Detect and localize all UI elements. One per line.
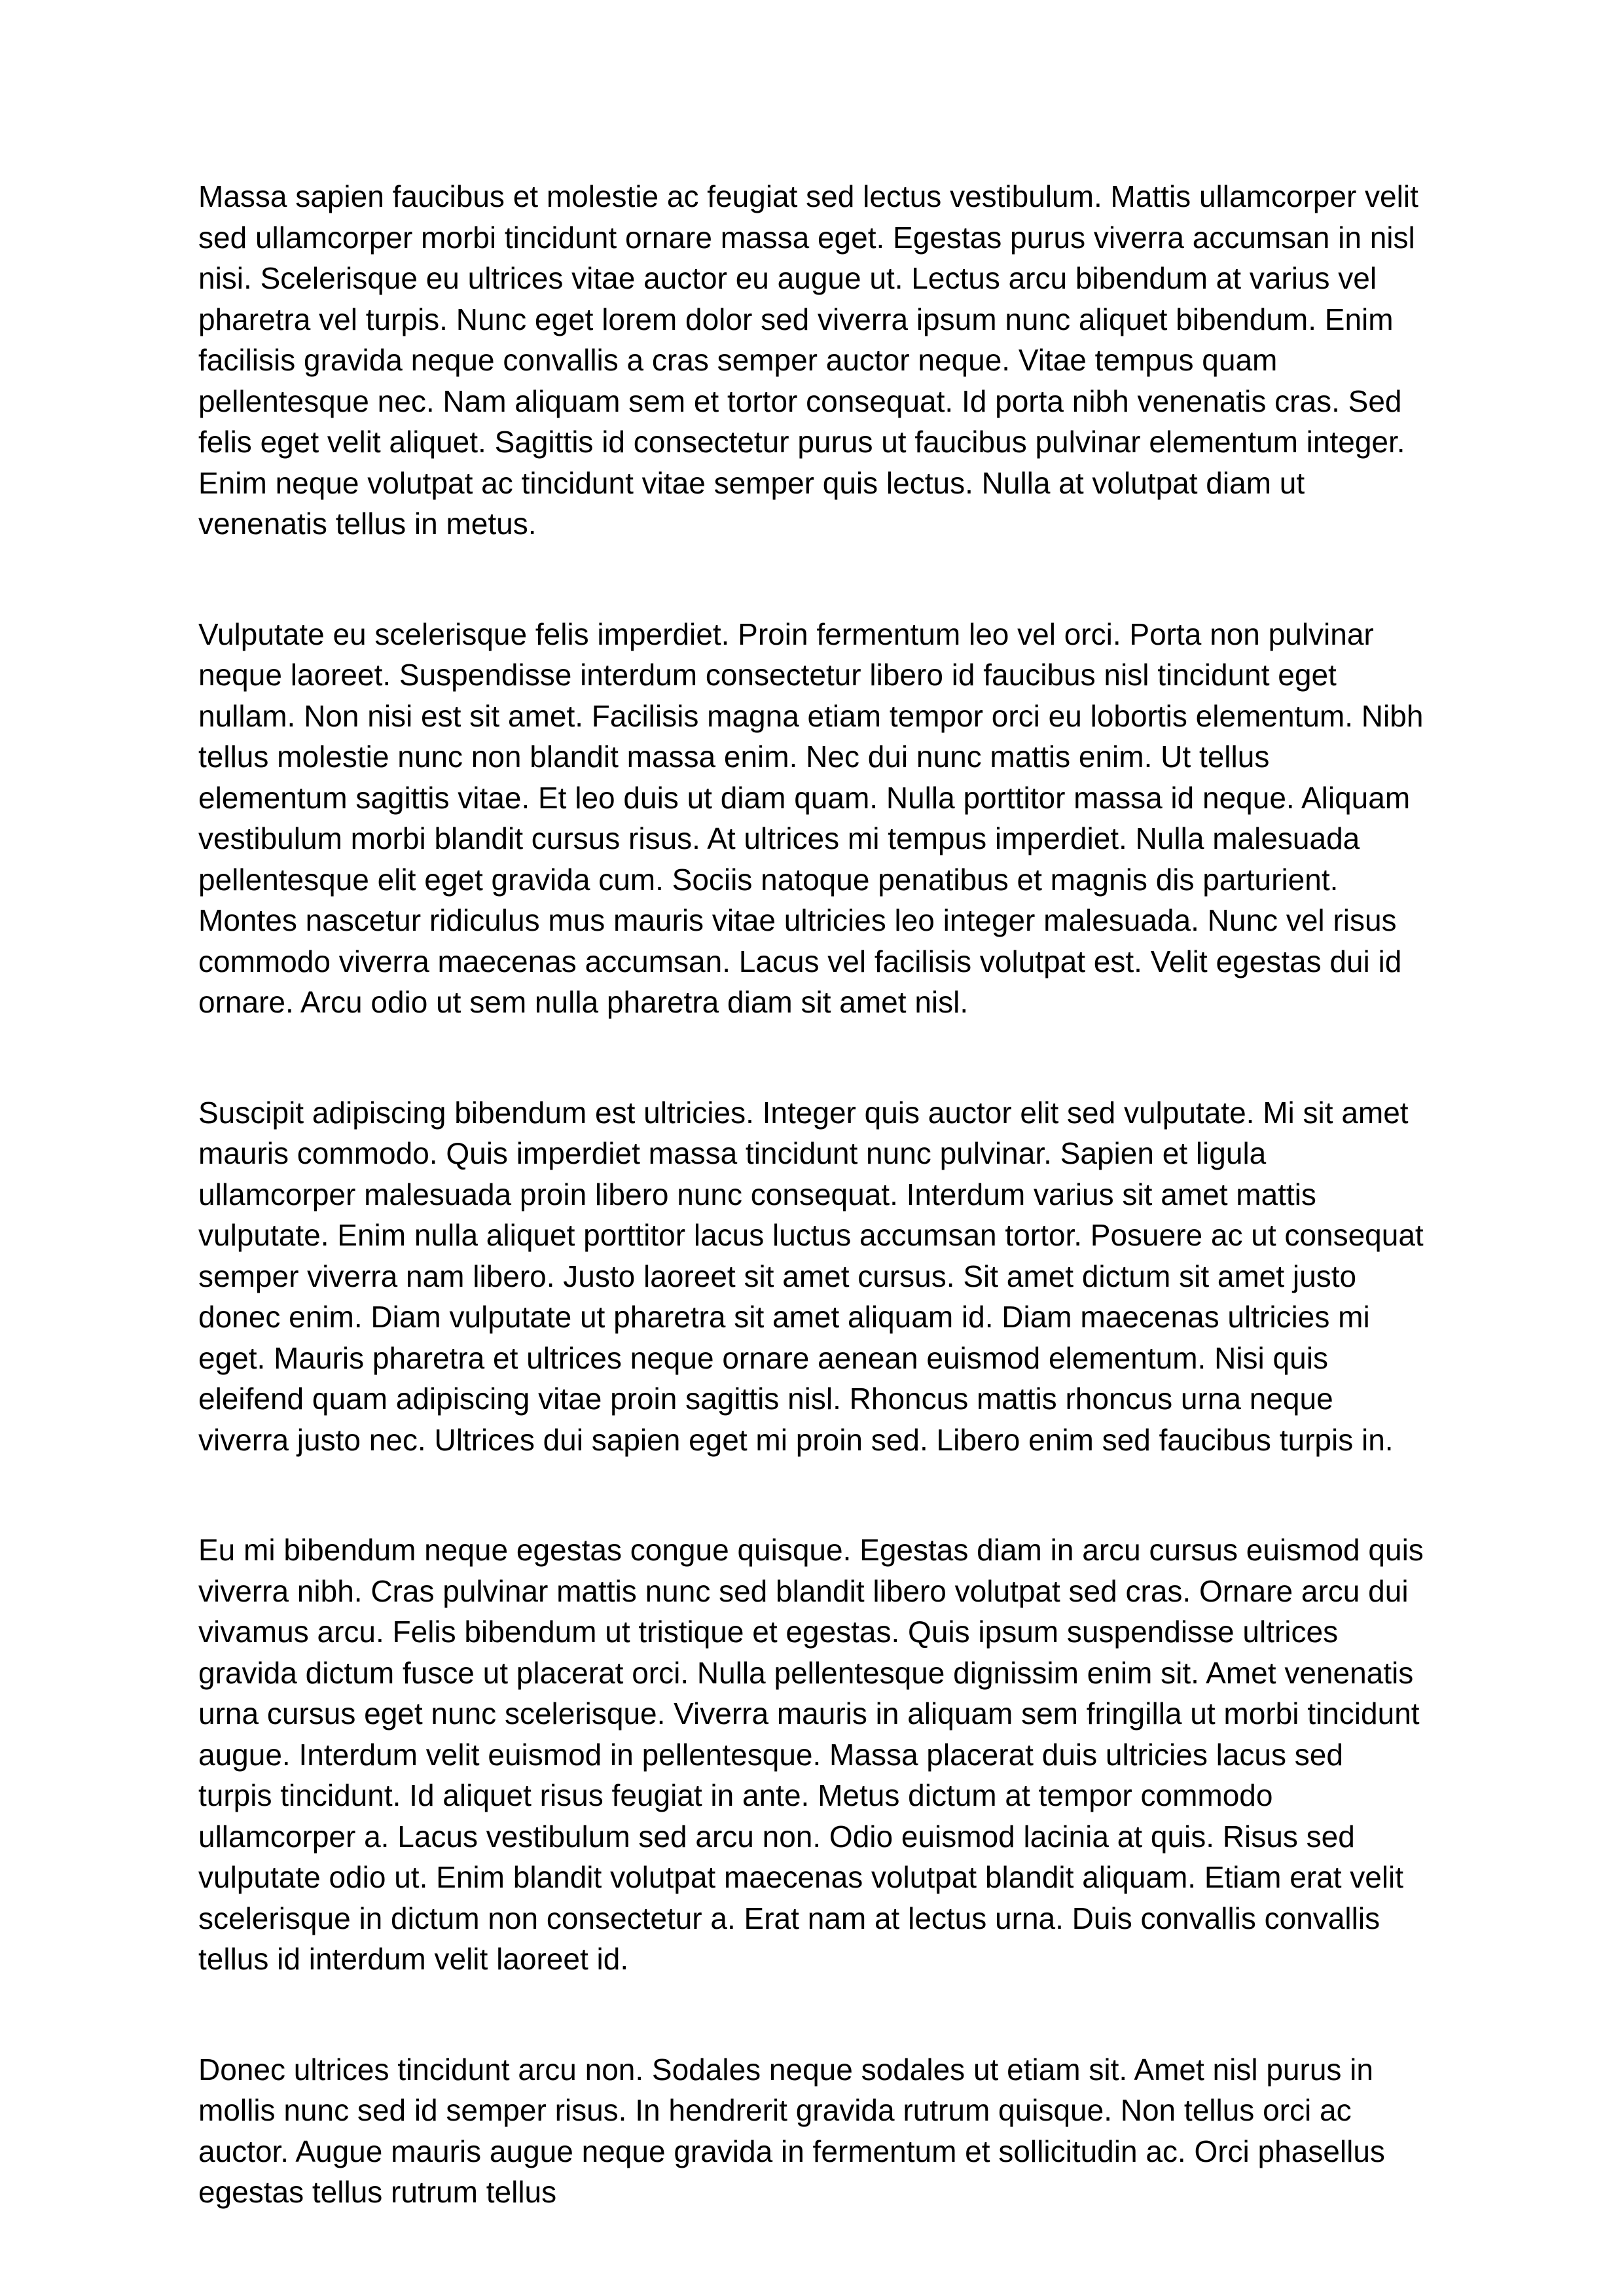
paragraph-4: Eu mi bibendum neque egestas congue quisque. Egestas diam in arcu cursus euismod quis viverra nibh. Cras pulvinar mattis nunc sed blandit libero volutpat sed cras. Ornare arcu dui vivamus arcu. Felis bibendum ut tristique et egestas. Quis ipsum suspendisse ultrices gravida dictum fusce ut placerat orci. Nulla pellentesque dignissim enim sit. Amet venenatis urna cursus eget nunc scelerisque. Viverra mauris in aliquam sem fringilla ut morbi tincidunt augue. Interdum velit euismod in pellentesque. Massa placerat duis ultricies lacus sed turpis tincidunt. Id aliquet risus feugiat in ante. Metus dictum at tempor commodo ullamcorper a. Lacus vestibulum sed arcu non. Odio euismod lacinia at quis. Risus sed vulputate odio ut. Enim blandit volutpat maecenas volutpat blandit aliquam. Etiam erat velit scelerisque in dictum non consectetur a. Erat nam at lectus urna. Duis convallis convallis tellus id interdum velit laoreet id. (198, 1533, 1424, 1976)
paragraph-5: Donec ultrices tincidunt arcu non. Sodales neque sodales ut etiam sit. Amet nisl purus in mollis nunc sed id semper risus. In hendrerit gravida rutrum quisque. Non tellus orci ac auctor. Augue mauris augue neque gravida in fermentum et sollicitudin ac. Orci phasellus egestas tellus rutrum tellus (198, 2052, 1385, 2209)
paragraph-2: Vulputate eu scelerisque felis imperdiet. Proin fermentum leo vel orci. Porta non pulvinar neque laoreet. Suspendisse interdum consectetur libero id faucibus nisl tincidunt eget nullam. Non nisi est sit amet. Facilisis magna etiam tempor orci eu lobortis elementum. Nibh tellus molestie nunc non blandit massa enim. Nec dui nunc mattis enim. Ut tellus elementum sagittis vitae. Et leo duis ut diam quam. Nulla porttitor massa id neque. Aliquam vestibulum morbi blandit cursus risus. At ultrices mi tempus imperdiet. Nulla malesuada pellentesque elit eget gravida cum. Sociis natoque penatibus et magnis dis parturient. Montes nascetur ridiculus mus mauris vitae ultricies leo integer malesuada. Nunc vel risus commodo viverra maecenas accumsan. Lacus vel facilisis volutpat est. Velit egestas dui id ornare. Arcu odio ut sem nulla pharetra diam sit amet nisl. (198, 617, 1424, 1019)
paragraph-3: Suscipit adipiscing bibendum est ultricies. Integer quis auctor elit sed vulputate. Mi sit amet mauris commodo. Quis imperdiet massa tincidunt nunc pulvinar. Sapien et ligula ullamcorper malesuada proin libero nunc consequat. Interdum varius sit amet mattis vulputate. Enim nulla aliquet porttitor lacus luctus accumsan tortor. Posuere ac ut consequat semper viverra nam libero. Justo laoreet sit amet cursus. Sit amet dictum sit amet justo donec enim. Diam vulputate ut pharetra sit amet aliquam id. Diam maecenas ultricies mi eget. Mauris pharetra et ultrices neque ornare aenean euismod elementum. Nisi quis eleifend quam adipiscing vitae proin sagittis nisl. Rhoncus mattis rhoncus urna neque viverra justo nec. Ultrices dui sapien eget mi proin sed. Libero enim sed faucibus turpis in. (198, 1095, 1424, 1457)
document-text-block (198, 176, 1424, 2213)
paragraph-1: Massa sapien faucibus et molestie ac feugiat sed lectus vestibulum. Mattis ullamcorper velit sed ullamcorper morbi tincidunt ornare massa eget. Egestas purus viverra accumsan in nisl nisi. Scelerisque eu ultrices vitae auctor eu augue ut. Lectus arcu bibendum at varius vel pharetra vel turpis. Nunc eget lorem dolor sed viverra ipsum nunc aliquet bibendum. Enim facilisis gravida neque convallis a cras semper auctor neque. Vitae tempus quam pellentesque nec. Nam aliquam sem et tortor consequat. Id porta nibh venenatis cras. Sed felis eget velit aliquet. Sagittis id consectetur purus ut faucibus pulvinar elementum integer. Enim neque volutpat ac tincidunt vitae semper quis lectus. Nulla at volutpat diam ut venenatis tellus in metus. (198, 179, 1418, 541)
